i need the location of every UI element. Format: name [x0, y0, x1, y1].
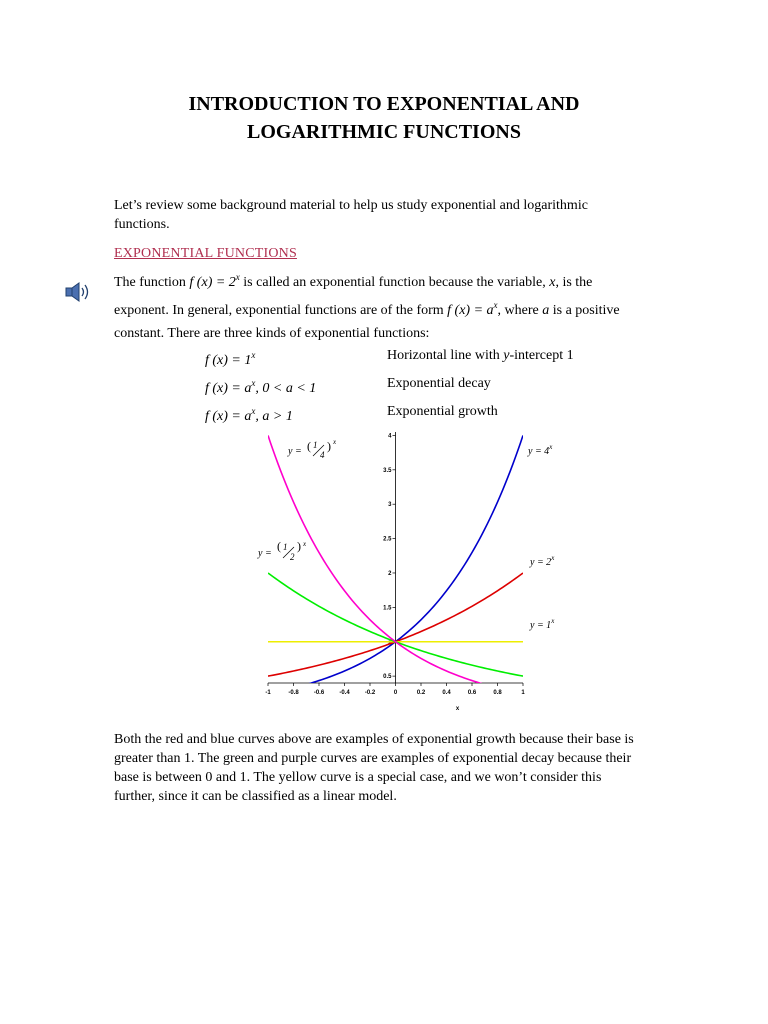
label-y-4x: $y = 4^x$	[528, 443, 553, 457]
svg-text:1: 1	[283, 542, 288, 552]
svg-text:): )	[327, 439, 331, 453]
title-line-1: INTRODUCTION TO EXPONENTIAL AND	[188, 93, 580, 115]
svg-text:y =: y =	[258, 548, 272, 559]
y-tick-label: 2	[388, 570, 392, 577]
axes-layer	[265, 432, 525, 712]
document-title	[0, 90, 768, 146]
x-tick-label: -0.2	[364, 690, 376, 696]
y-tick-label: 1	[388, 639, 392, 646]
x-tick-label: 0.4	[442, 690, 451, 696]
closing-paragraph: Both the red and blue curves above are examples of exponential growth because their base is greater than 1. The green and purple curves are examples of exponential decay because their base is between 0 and 1. The yellow curve is a special case, and we won’t consider this further, since it can be classified as a linear model.	[114, 732, 634, 804]
function-kinds-list	[205, 344, 574, 428]
svg-text:(: (	[277, 539, 281, 553]
kind-row-growth: f $(x) = a^x$, a > 1 Exponential growth	[205, 404, 498, 424]
svg-text:x: x	[303, 540, 307, 548]
svg-text:2: 2	[290, 552, 295, 562]
y-tick-label: 1.5	[383, 605, 392, 612]
svg-text:(: (	[307, 439, 311, 453]
label-y-half-x	[257, 539, 307, 562]
svg-text:): )	[297, 539, 301, 553]
x-tick-label: 0.6	[467, 690, 477, 696]
y-tick-label: 0.5	[383, 674, 392, 681]
speaker-icon[interactable]	[64, 282, 92, 302]
y-tick-label: 4	[388, 433, 392, 440]
x-tick-label: -0.8	[288, 690, 299, 696]
svg-text:1: 1	[313, 440, 318, 450]
section-heading: EXPONENTIAL FUNCTIONS	[114, 246, 297, 261]
kind-row-decay: f $(x) = a^x$, 0 < a < 1 Exponential decay	[205, 376, 491, 396]
svg-text:y =: y =	[288, 446, 302, 457]
kind-row-constant: f $(x) = 1^x$ Horizontal line with y-intercept 1	[205, 348, 574, 368]
y-tick-label: 3.5	[383, 467, 392, 474]
function-paragraph: The function f $(x) = 2^x$ is called an exponential function because the variable, x, is the exponent. In general, exponential functions are of the form f $(x) = a^x$, where a is a positive constant. There are three kinds of exponential functions:	[114, 272, 620, 341]
x-tick-label: 1	[521, 690, 525, 696]
y-tick-label: 3	[388, 502, 392, 509]
label-y-quarter-x	[287, 438, 337, 460]
curve-labels	[257, 438, 555, 631]
y-tick-label: 2.5	[383, 536, 392, 543]
svg-text:4: 4	[320, 450, 325, 460]
x-tick-label: -1	[265, 690, 271, 696]
svg-text:x: x	[333, 438, 337, 446]
x-tick-label: -0.4	[339, 690, 350, 696]
label-y-2x: $y = 2^x$	[530, 554, 555, 568]
x-tick-label: 0	[393, 690, 398, 696]
x-tick-label: -0.6	[313, 690, 325, 696]
x-tick-label: 0.2	[416, 690, 426, 696]
x-tick-label: 0.8	[493, 690, 502, 696]
intro-paragraph: Let’s review some background material to help us study exponential and logarithmic functions.	[114, 198, 588, 232]
title-line-2: LOGARITHMIC FUNCTIONS	[247, 121, 521, 143]
x-axis-label: x	[455, 706, 460, 712]
label-y-1x: $y = 1^x$	[530, 617, 555, 631]
exponential-chart	[254, 424, 555, 724]
